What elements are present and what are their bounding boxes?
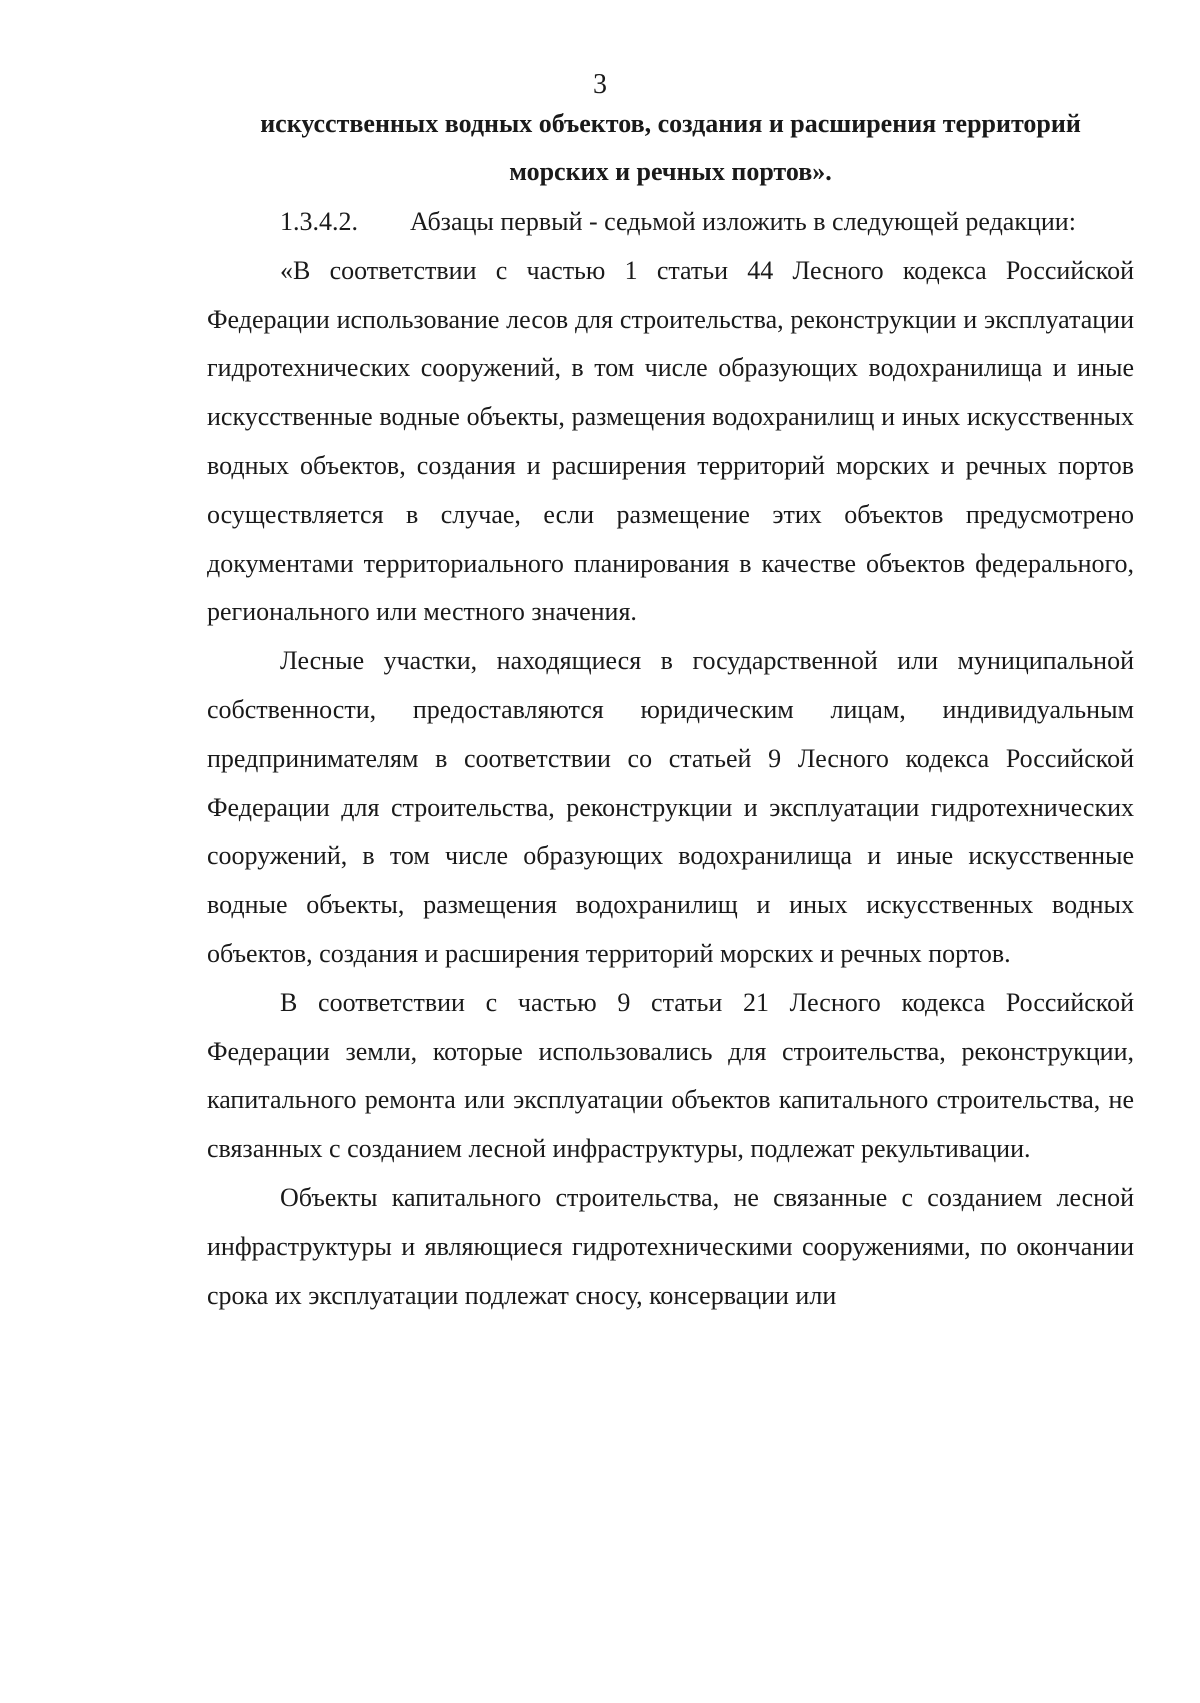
- section-heading: [207, 100, 1134, 196]
- body-paragraph-4: Объекты капитального строительства, не связанные с созданием лесной инфраструктуры и являющиеся гидротехническими сооружениями, по окончании срока их эксплуатации подлежат сносу, консервации или: [207, 1182, 1134, 1310]
- page-content: [207, 100, 1134, 1320]
- body-paragraph-2: Лесные участки, находящиеся в государственной или муниципальной собственности, предоставляются юридическим лицам, индивидуальным предпринимателям в соответствии со статьей 9 Лесного кодекса Российской Федерации для строительства, реконструкции и эксплуатации гидротехнических сооружений, в том числе образующих водохранилища и иные искусственные водные объекты, размещения водохранилищ и иных искусственных водных объектов, создания и расширения территорий морских и речных портов.: [207, 646, 1134, 968]
- heading-line-2: морских и речных портов».: [509, 157, 832, 186]
- page-number: 3: [593, 69, 607, 100]
- heading-line-1: искусственных водных объектов, создания и расширения территорий: [260, 109, 1081, 138]
- item-number: 1.3.4.2.: [280, 207, 358, 236]
- item-text: Абзацы первый - седьмой изложить в следующей редакции:: [410, 207, 1076, 236]
- body-paragraph-1: «В соответствии с частью 1 статьи 44 Лесного кодекса Российской Федерации использование лесов для строительства, реконструкции и эксплуатации гидротехнических сооружений, в том числе образующих водохранилища и иные искусственные водные объекты, размещения водохранилищ и иных искусственных водных объектов, создания и расширения территорий морских и речных портов осуществляется в случае, если размещение этих объектов предусмотрено документами территориального планирования в качестве объектов федерального, регионального или местного значения.: [207, 255, 1134, 627]
- item-paragraph: [207, 198, 1134, 247]
- body-paragraph-3: В соответствии с частью 9 статьи 21 Лесного кодекса Российской Федерации земли, которые использовались для строительства, реконструкции, капитального ремонта или эксплуатации объектов капитального строительства, не связанных с созданием лесной инфраструктуры, подлежат рекультивации.: [207, 987, 1134, 1164]
